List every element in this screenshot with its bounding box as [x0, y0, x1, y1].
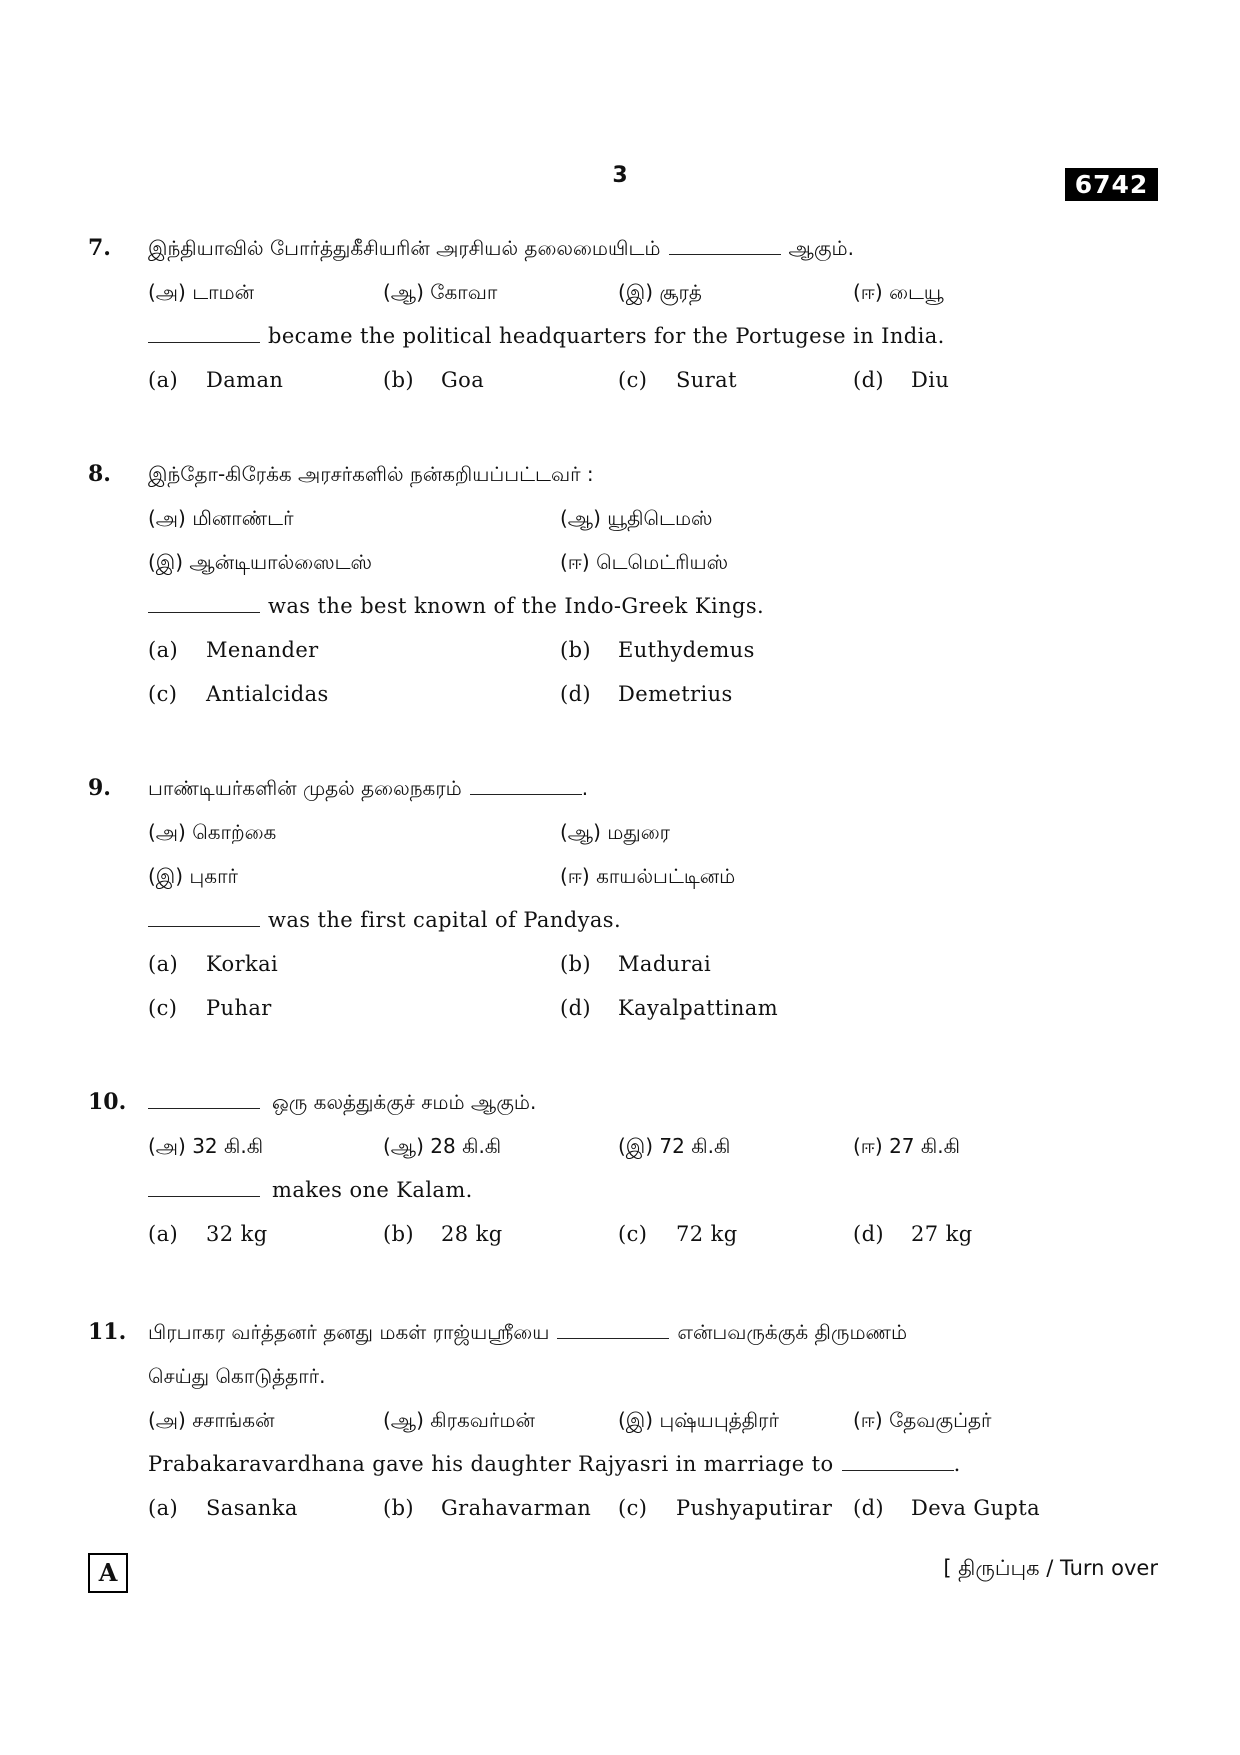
answer-blank — [148, 322, 260, 343]
option-tamil-c: (இ) புகார் — [148, 864, 238, 888]
option-english-b: (b) Euthydemus — [560, 638, 755, 662]
question-text-english: was the first capital of Pandyas. — [148, 898, 621, 942]
option-tamil-d: (ஈ) தேவகுப்தர் — [853, 1408, 992, 1432]
option-tamil-c: (இ) ஆன்டியால்ஸைடஸ் — [148, 550, 373, 574]
option-english-b: (b) Grahavarman — [383, 1496, 592, 1520]
option-english-a: (a) Sasanka — [148, 1496, 298, 1520]
question-number: 8. — [88, 461, 111, 487]
option-english-a: (a) 32 kg — [148, 1222, 268, 1246]
page-number: 3 — [612, 163, 628, 188]
option-english-d: (d) 27 kg — [853, 1222, 973, 1246]
answer-blank — [842, 1450, 954, 1471]
option-english-a: (a) Korkai — [148, 952, 279, 976]
option-english-c: (c) Puhar — [148, 996, 272, 1020]
question-text-english: became the political headquarters for the Portugese in India. — [148, 314, 945, 358]
turn-over-note: [ திருப்புக / Turn over — [943, 1556, 1158, 1580]
option-tamil-b: (ஆ) மதுரை — [560, 820, 670, 844]
series-box: A — [88, 1553, 128, 1593]
answer-blank — [470, 774, 582, 795]
option-english-c: (c) Pushyaputirar — [618, 1496, 833, 1520]
option-tamil-c: (இ) புஷ்யபுத்திரர் — [618, 1408, 779, 1432]
question-text-tamil: இந்தோ-கிரேக்க அரசர்களில் நன்கறியப்பட்டவர் : — [148, 462, 594, 486]
option-tamil-b: (ஆ) 28 கி.கி — [383, 1134, 502, 1158]
option-english-a: (a) Daman — [148, 368, 284, 392]
option-english-b: (b) 28 kg — [383, 1222, 503, 1246]
option-tamil-a: (அ) மினாண்டர் — [148, 506, 294, 530]
question-text-tamil: ஒரு கலத்துக்குச் சமம் ஆகும். — [148, 1080, 536, 1124]
option-tamil-b: (ஆ) கிரகவர்மன் — [383, 1408, 535, 1432]
answer-blank — [148, 592, 260, 613]
option-tamil-d: (ஈ) 27 கி.கி — [853, 1134, 961, 1158]
option-english-c: (c) Antialcidas — [148, 682, 329, 706]
option-english-d: (d) Demetrius — [560, 682, 733, 706]
question-text-tamil: இந்தியாவில் போர்த்துகீசியரின் அரசியல் தலைமையிடம் ஆகும். — [148, 236, 854, 260]
answer-blank — [148, 1176, 260, 1197]
question-text-tamil: பிரபாகர வர்த்தனர் தனது மகள் ராஜ்யஸ்ரீயை என்பவருக்குக் திருமணம் — [148, 1320, 908, 1344]
question-text-english: was the best known of the Indo-Greek Kings. — [148, 584, 764, 628]
option-tamil-a: (அ) டாமன் — [148, 280, 255, 304]
question-number: 7. — [88, 235, 111, 261]
answer-blank — [669, 234, 781, 255]
question-text-tamil: பாண்டியர்களின் முதல் தலைநகரம் . — [148, 776, 589, 800]
option-english-d: (d) Kayalpattinam — [560, 996, 779, 1020]
paper-code: 6742 — [1065, 168, 1158, 201]
option-tamil-d: (ஈ) டெமெட்ரியஸ் — [560, 550, 729, 574]
answer-blank — [557, 1318, 669, 1339]
option-tamil-b: (ஆ) கோவா — [383, 280, 498, 304]
question-number: 10. — [88, 1089, 127, 1115]
option-english-a: (a) Menander — [148, 638, 319, 662]
option-english-d: (d) Diu — [853, 368, 950, 392]
option-tamil-c: (இ) சூரத் — [618, 280, 702, 304]
option-tamil-d: (ஈ) காயல்பட்டினம் — [560, 864, 736, 888]
question-text-english: makes one Kalam. — [148, 1168, 473, 1212]
option-english-c: (c) Surat — [618, 368, 737, 392]
option-english-b: (b) Goa — [383, 368, 485, 392]
answer-blank — [148, 906, 260, 927]
option-english-c: (c) 72 kg — [618, 1222, 738, 1246]
option-tamil-a: (அ) 32 கி.கி — [148, 1134, 264, 1158]
question-number: 9. — [88, 775, 111, 801]
option-tamil-a: (அ) கொற்கை — [148, 820, 277, 844]
option-tamil-a: (அ) சசாங்கன் — [148, 1408, 275, 1432]
option-english-d: (d) Deva Gupta — [853, 1496, 1041, 1520]
option-tamil-b: (ஆ) யூதிடெமஸ் — [560, 506, 713, 530]
option-tamil-c: (இ) 72 கி.கி — [618, 1134, 731, 1158]
option-english-b: (b) Madurai — [560, 952, 712, 976]
question-text-english: Prabakaravardhana gave his daughter Rajyasri in marriage to . — [148, 1452, 961, 1476]
answer-blank — [148, 1088, 260, 1109]
question-text-tamil-line2: செய்து கொடுத்தார். — [148, 1364, 326, 1388]
question-number: 11. — [88, 1319, 127, 1345]
option-tamil-d: (ஈ) டையூ — [853, 280, 944, 304]
